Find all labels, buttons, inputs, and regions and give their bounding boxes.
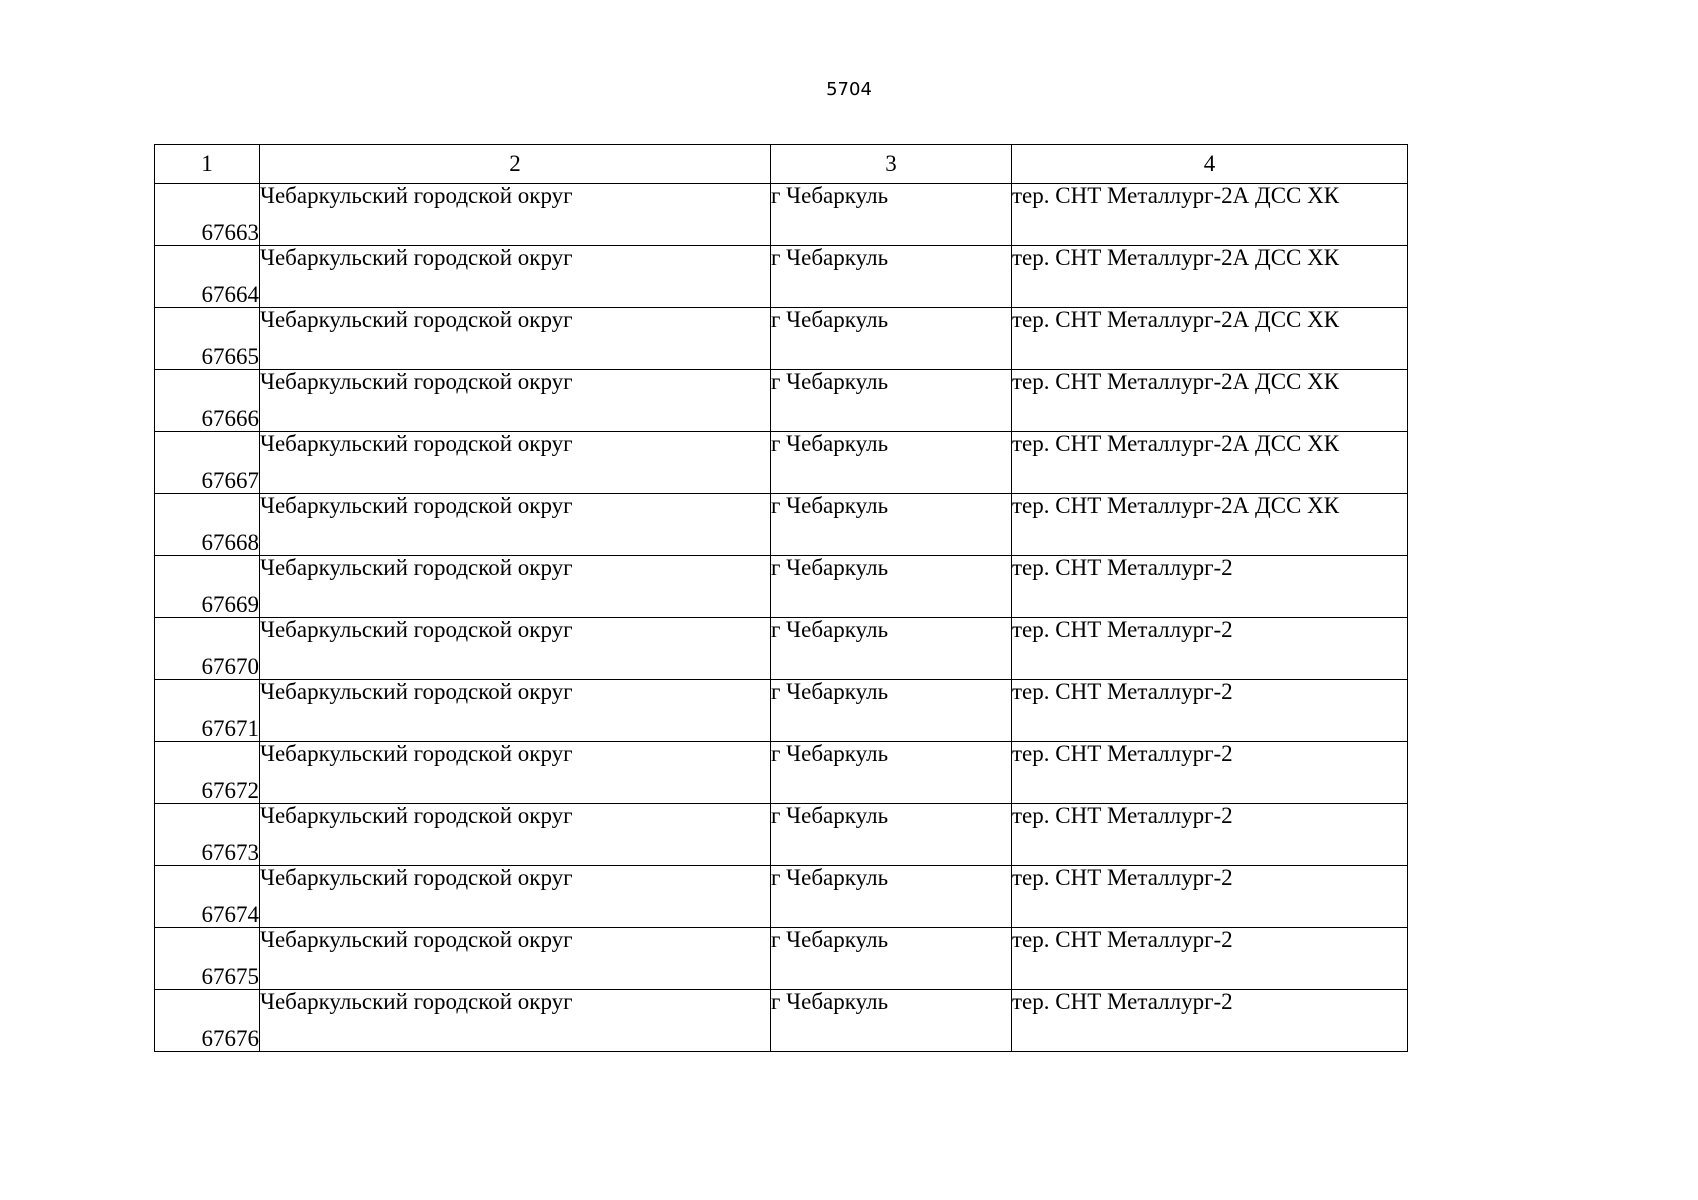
- city-cell: г Чебаркуль: [771, 246, 1012, 308]
- page-number: 5704: [826, 79, 872, 100]
- column-header: 1: [155, 145, 260, 184]
- territory-cell: тер. СНТ Металлург-2А ДСС ХК: [1012, 184, 1408, 246]
- territory-cell: тер. СНТ Металлург-2А ДСС ХК: [1012, 494, 1408, 556]
- city-cell: г Чебаркуль: [771, 370, 1012, 432]
- row-number: 67665: [155, 308, 260, 370]
- district-cell: Чебаркульский городской округ: [260, 928, 771, 990]
- column-header: 4: [1012, 145, 1408, 184]
- city-cell: г Чебаркуль: [771, 680, 1012, 742]
- table-row: [155, 308, 1408, 370]
- district-cell: Чебаркульский городской округ: [260, 618, 771, 680]
- table-row: [155, 866, 1408, 928]
- row-number: 67667: [155, 432, 260, 494]
- city-cell: г Чебаркуль: [771, 432, 1012, 494]
- table-row: [155, 370, 1408, 432]
- territory-cell: тер. СНТ Металлург-2А ДСС ХК: [1012, 246, 1408, 308]
- district-cell: Чебаркульский городской округ: [260, 184, 771, 246]
- row-number: 67675: [155, 928, 260, 990]
- address-table: [154, 144, 1408, 1052]
- territory-cell: тер. СНТ Металлург-2: [1012, 680, 1408, 742]
- district-cell: Чебаркульский городской округ: [260, 494, 771, 556]
- table-row: [155, 184, 1408, 246]
- territory-cell: тер. СНТ Металлург-2: [1012, 990, 1408, 1052]
- territory-cell: тер. СНТ Металлург-2: [1012, 866, 1408, 928]
- territory-cell: тер. СНТ Металлург-2: [1012, 742, 1408, 804]
- city-cell: г Чебаркуль: [771, 494, 1012, 556]
- city-cell: г Чебаркуль: [771, 618, 1012, 680]
- district-cell: Чебаркульский городской округ: [260, 680, 771, 742]
- table-header: [155, 145, 1408, 184]
- table-row: [155, 618, 1408, 680]
- district-cell: Чебаркульский городской округ: [260, 990, 771, 1052]
- row-number: 67668: [155, 494, 260, 556]
- territory-cell: тер. СНТ Металлург-2: [1012, 928, 1408, 990]
- table-row: [155, 804, 1408, 866]
- city-cell: г Чебаркуль: [771, 308, 1012, 370]
- row-number: 67673: [155, 804, 260, 866]
- city-cell: г Чебаркуль: [771, 804, 1012, 866]
- city-cell: г Чебаркуль: [771, 928, 1012, 990]
- table-row: [155, 990, 1408, 1052]
- column-header: 3: [771, 145, 1012, 184]
- city-cell: г Чебаркуль: [771, 184, 1012, 246]
- city-cell: г Чебаркуль: [771, 866, 1012, 928]
- row-number: 67663: [155, 184, 260, 246]
- city-cell: г Чебаркуль: [771, 742, 1012, 804]
- column-header: 2: [260, 145, 771, 184]
- table-row: [155, 494, 1408, 556]
- territory-cell: тер. СНТ Металлург-2: [1012, 556, 1408, 618]
- district-cell: Чебаркульский городской округ: [260, 556, 771, 618]
- table-body: [155, 184, 1408, 1052]
- row-number: 67664: [155, 246, 260, 308]
- district-cell: Чебаркульский городской округ: [260, 246, 771, 308]
- table-row: [155, 680, 1408, 742]
- row-number: 67669: [155, 556, 260, 618]
- row-number: 67666: [155, 370, 260, 432]
- territory-cell: тер. СНТ Металлург-2А ДСС ХК: [1012, 370, 1408, 432]
- district-cell: Чебаркульский городской округ: [260, 742, 771, 804]
- table-row: [155, 246, 1408, 308]
- territory-cell: тер. СНТ Металлург-2А ДСС ХК: [1012, 432, 1408, 494]
- table-row: [155, 556, 1408, 618]
- city-cell: г Чебаркуль: [771, 990, 1012, 1052]
- territory-cell: тер. СНТ Металлург-2: [1012, 618, 1408, 680]
- header-row: [155, 145, 1408, 184]
- district-cell: Чебаркульский городской округ: [260, 370, 771, 432]
- table-row: [155, 928, 1408, 990]
- district-cell: Чебаркульский городской округ: [260, 804, 771, 866]
- row-number: 67670: [155, 618, 260, 680]
- row-number: 67674: [155, 866, 260, 928]
- district-cell: Чебаркульский городской округ: [260, 432, 771, 494]
- territory-cell: тер. СНТ Металлург-2А ДСС ХК: [1012, 308, 1408, 370]
- table-row: [155, 432, 1408, 494]
- city-cell: г Чебаркуль: [771, 556, 1012, 618]
- district-cell: Чебаркульский городской округ: [260, 866, 771, 928]
- row-number: 67672: [155, 742, 260, 804]
- table-row: [155, 742, 1408, 804]
- row-number: 67671: [155, 680, 260, 742]
- territory-cell: тер. СНТ Металлург-2: [1012, 804, 1408, 866]
- district-cell: Чебаркульский городской округ: [260, 308, 771, 370]
- row-number: 67676: [155, 990, 260, 1052]
